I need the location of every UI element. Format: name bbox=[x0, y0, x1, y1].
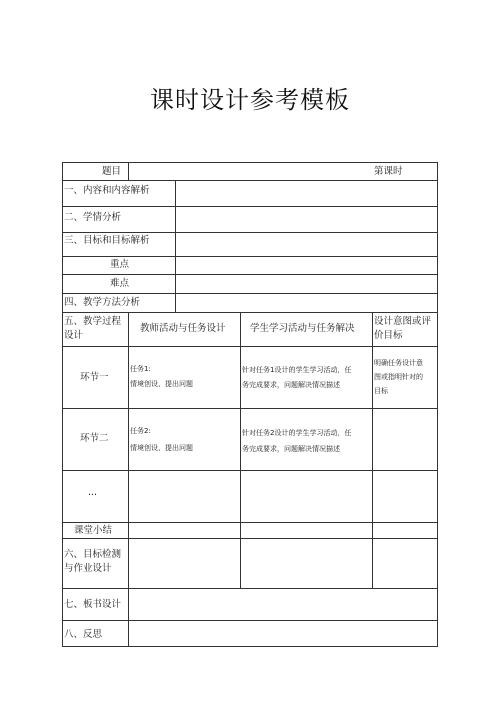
teacher-activity-header: 教师活动与任务设计 bbox=[140, 323, 226, 334]
step-name: 环节一 bbox=[80, 372, 109, 383]
topic-label: 题目 bbox=[102, 166, 122, 177]
step-ellipsis: ··· bbox=[88, 490, 98, 501]
step-name: 环节二 bbox=[80, 433, 109, 444]
section-goals: 三、目标和目标解析 bbox=[64, 235, 150, 246]
period-label: 第课时 bbox=[374, 166, 403, 177]
intent-text: 图或指明针对的 bbox=[374, 373, 423, 381]
student-activity-header: 学生学习活动与任务解决 bbox=[250, 323, 355, 334]
student-activity-text: 针对任务1设计的学生学习活动，任 bbox=[242, 366, 352, 374]
class-summary-label: 课堂小结 bbox=[74, 525, 113, 536]
section-method: 四、教学方法分析 bbox=[64, 297, 141, 308]
design-intent-header: 设计意图或评价目标 bbox=[374, 316, 432, 341]
intent-text: 明确任务设计意 bbox=[374, 359, 423, 367]
page-title: 课时设计参考模板 bbox=[150, 86, 350, 114]
lesson-design-table bbox=[62, 162, 438, 647]
section-assess: 六、目标检测与作业设计 bbox=[64, 549, 122, 574]
section-process: 五、教学过程设计 bbox=[64, 316, 122, 341]
intent-text: 目标 bbox=[374, 387, 388, 395]
student-activity-text: 务完成要求，问题解决情况描述 bbox=[242, 445, 340, 453]
task-title: 任务2: bbox=[130, 427, 151, 435]
student-activity-text: 针对任务2设计的学生学习活动，任 bbox=[242, 429, 352, 437]
section-content: 一、内容和内容解析 bbox=[64, 185, 150, 196]
task-desc: 情境创设、提出问题 bbox=[130, 380, 193, 388]
section-board: 七、板书设计 bbox=[64, 599, 122, 610]
section-reflect: 八、反思 bbox=[64, 629, 103, 640]
key-point-label: 重点 bbox=[110, 259, 130, 270]
task-desc: 情境创设、提出问题 bbox=[130, 444, 193, 452]
difficulty-label: 难点 bbox=[110, 278, 130, 289]
student-activity-text: 务完成要求，问题解决情况描述 bbox=[242, 381, 340, 389]
section-learner: 二、学情分析 bbox=[64, 212, 122, 223]
task-title: 任务1: bbox=[130, 365, 151, 373]
